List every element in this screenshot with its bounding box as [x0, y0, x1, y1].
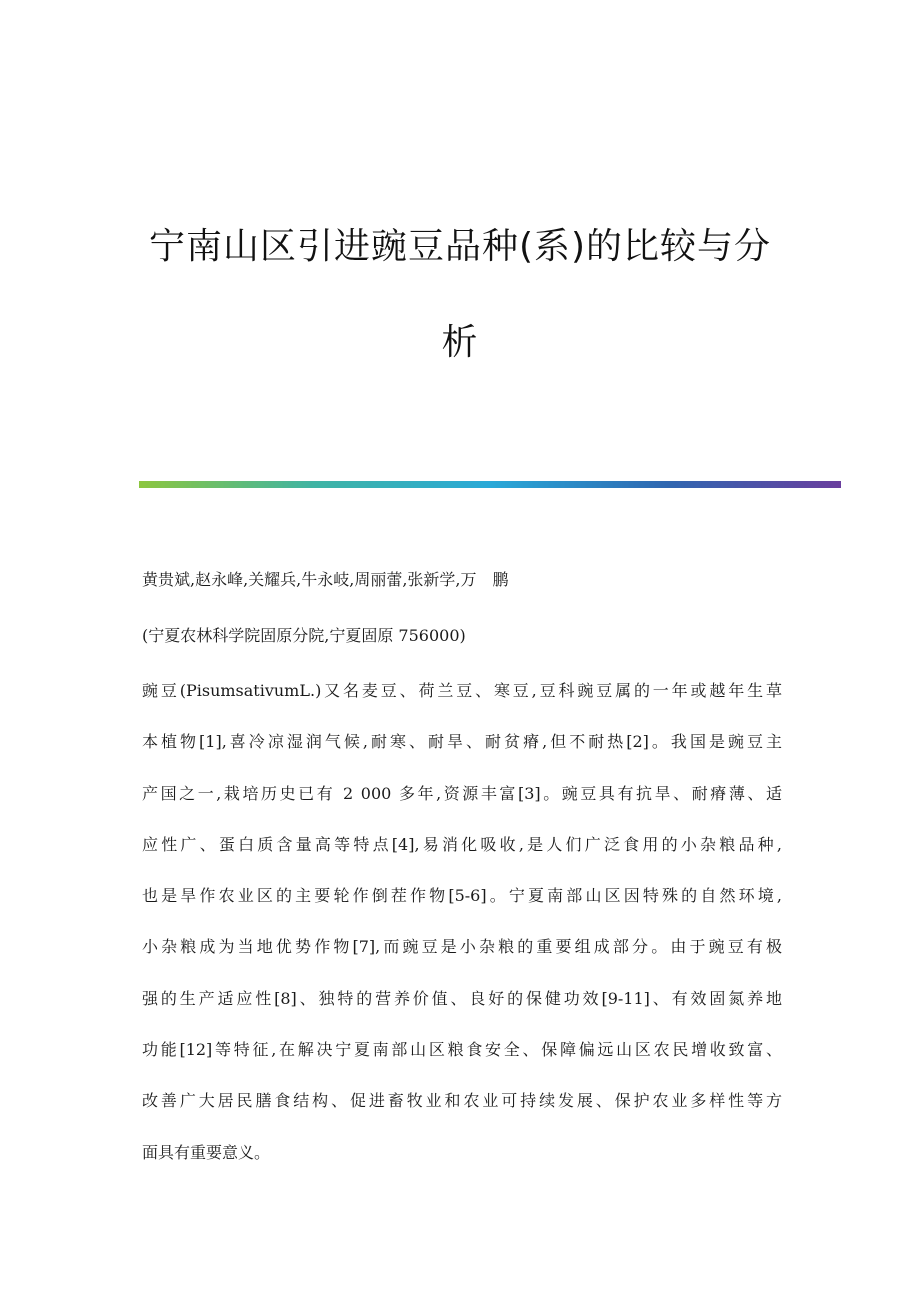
gradient-divider — [139, 481, 841, 488]
body-paragraph — [142, 681, 782, 1194]
body-line: 本植物[1],喜冷凉湿润气候,耐寒、耐旱、耐贫瘠,但不耐热[2]。我国是豌豆主 — [142, 732, 782, 752]
body-line: 应性广、蛋白质含量高等特点[4],易消化吸收,是人们广泛食用的小杂粮品种, — [142, 834, 782, 854]
body-line: 改善广大居民膳食结构、促进畜牧业和农业可持续发展、保护农业多样性等方 — [142, 1091, 782, 1111]
body-line: 豌豆(PisumsativumL.)又名麦豆、荷兰豆、寒豆,豆科豌豆属的一年或越年生草 — [142, 681, 782, 700]
author-affiliation: (宁夏农林科学院固原分院,宁夏固原 756000) — [142, 626, 466, 645]
body-line: 强的生产适应性[8]、独特的营养价值、良好的保健功效[9-11]、有效固氮养地 — [142, 988, 782, 1008]
body-line: 小杂粮成为当地优势作物[7],而豌豆是小杂粮的重要组成部分。由于豌豆有极 — [142, 937, 782, 957]
body-line: 产国之一,栽培历史已有 2 000 多年,资源丰富[3]。豌豆具有抗旱、耐瘠薄、适 — [142, 783, 782, 803]
document-title-line-1: 宁南山区引进豌豆品种(系)的比较与分 — [148, 226, 772, 267]
body-line: 功能[12]等特征,在解决宁夏南部山区粮食安全、保障偏远山区农民增收致富、 — [142, 1040, 782, 1060]
body-line: 也是旱作农业区的主要轮作倒茬作物[5-6]。宁夏南部山区因特殊的自然环境, — [142, 886, 782, 906]
author-list: 黄贵斌,赵永峰,关耀兵,牛永岐,周丽蕾,张新学,万 鹏 — [142, 570, 509, 589]
document-title-line-2: 析 — [441, 322, 479, 363]
body-line: 面具有重要意义。 — [142, 1142, 271, 1162]
